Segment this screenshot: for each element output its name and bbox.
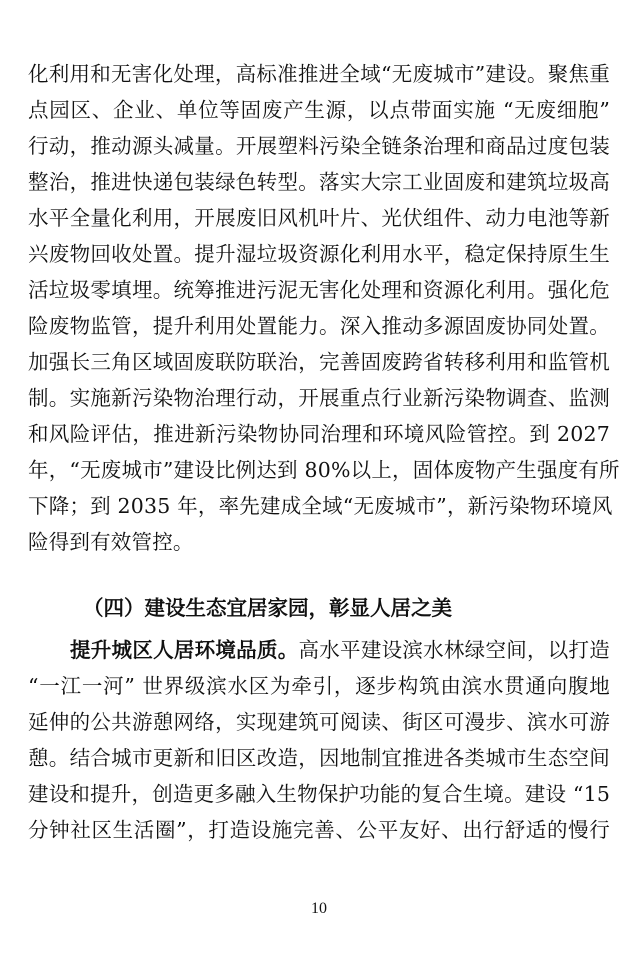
text-line: 制。实施新污染物治理行动，开展重点行业新污染物调查、监测 — [28, 386, 610, 410]
text-line: 分钟社区生活圈”，打造设施完善、公平友好、出行舒适的慢行 — [28, 818, 610, 842]
text-line: 行动，推动源头减量。开展塑料污染全链条治理和商品过度包装 — [28, 134, 610, 158]
text-line-first — [70, 632, 610, 668]
text-line: 下降；到 2035 年，率先建成全域“无废城市”，新污染物环境风 — [28, 494, 613, 518]
text-line: 水平全量化利用，开展废旧风机叶片、光伏组件、动力电池等新 — [28, 206, 610, 230]
text-line: 憩。结合城市更新和旧区改造，因地制宜推进各类城市生态空间 — [28, 746, 610, 770]
text-line: 延伸的公共游憩网络，实现建筑可阅读、街区可漫步、滨水可游 — [28, 710, 610, 734]
page-number: 10 — [311, 900, 327, 917]
text-line: “一江一河” 世界级滨水区为牵引，逐步构筑由滨水贯通向腹地 — [28, 674, 610, 698]
section-heading: （四）建设生态宜居家园，彰显人居之美 — [83, 596, 452, 620]
paragraph-lead: 提升城区人居环境品质。 — [70, 638, 299, 662]
text-line: 点园区、企业、单位等固废产生源，以点带面实施 “无废细胞” — [28, 98, 610, 122]
text-line: 整治，推进快递包装绿色转型。落实大宗工业固废和建筑垃圾高 — [28, 170, 610, 194]
text-line: 年，“无废城市”建设比例达到 80%以上，固体废物产生强度有所 — [28, 458, 620, 482]
text-line: 化利用和无害化处理，高标准推进全域“无废城市”建设。聚焦重 — [28, 62, 610, 86]
text-line: 险废物监管，提升利用处置能力。深入推动多源固废协同处置。 — [28, 314, 610, 338]
text-line: 和风险评估，推进新污染物协同治理和环境风险管控。到 2027 — [28, 422, 610, 446]
text-line: 建设和提升，创造更多融入生物保护功能的复合生境。建设 “15 — [28, 782, 611, 806]
text-line: 活垃圾零填埋。统筹推进污泥无害化处理和资源化利用。强化危 — [28, 278, 610, 302]
text-line: 险得到有效管控。 — [28, 530, 194, 554]
text-line: 加强长三角区域固废联防联治，完善固废跨省转移利用和监管机 — [28, 350, 610, 374]
text-line: 兴废物回收处置。提升湿垃圾资源化利用水平，稳定保持原生生 — [28, 242, 610, 266]
paragraph-first-line-text: 高水平建设滨水林绿空间，以打造 — [298, 638, 611, 662]
